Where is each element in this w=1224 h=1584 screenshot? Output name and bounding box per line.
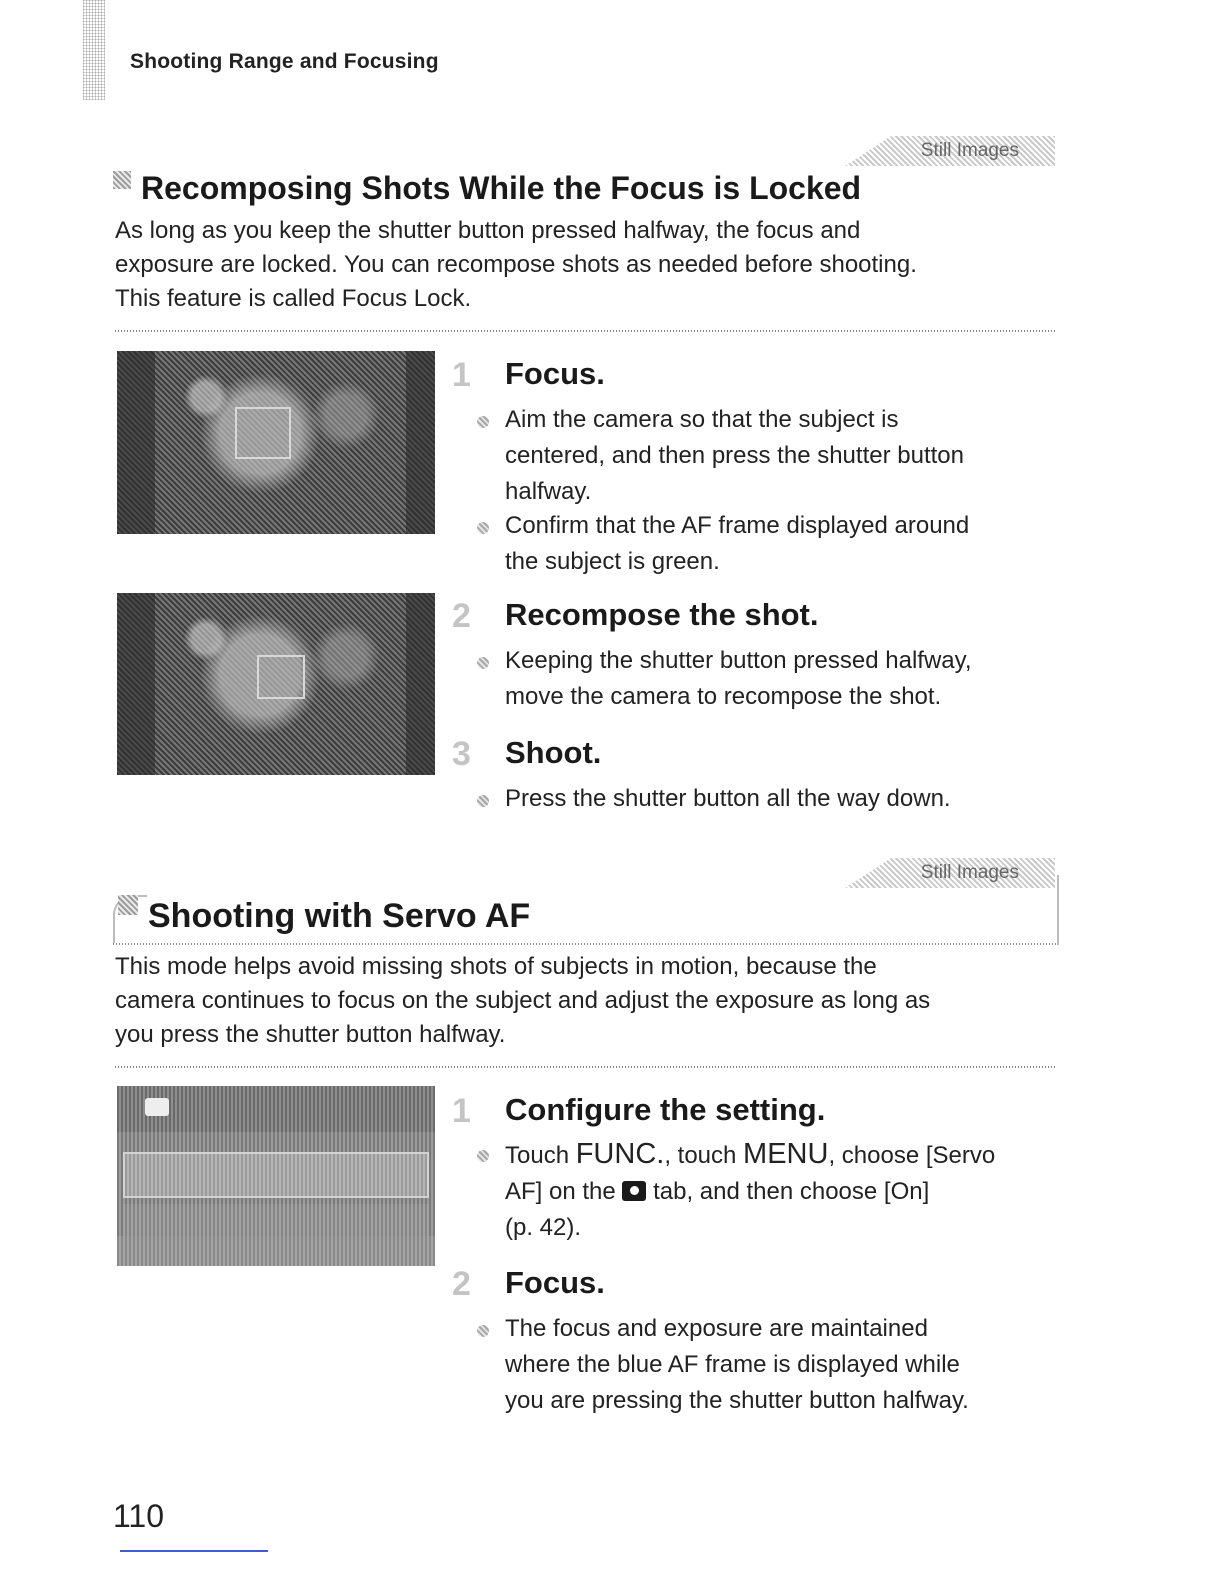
page-number: 110 bbox=[113, 1498, 165, 1534]
step-bullet-text: The focus and exposure are maintained where the blue AF frame is displayed while you are pressing the shutter button halfway. bbox=[505, 1315, 969, 1414]
step-title: Shoot. bbox=[505, 735, 602, 770]
step-number: 2 bbox=[452, 597, 471, 635]
bullet-icon bbox=[477, 1325, 489, 1337]
step-bullet-text: Aim the camera so that the subject is centered, and then press the shutter button halfway. bbox=[505, 406, 964, 505]
step-title: Focus. bbox=[505, 356, 605, 391]
step-number: 2 bbox=[452, 1265, 471, 1303]
recompose-screenshot-image bbox=[117, 593, 435, 775]
section-square-icon bbox=[118, 895, 138, 915]
section-square-icon bbox=[113, 171, 131, 189]
dotted-divider bbox=[115, 1066, 1057, 1068]
camera-tab-icon bbox=[622, 1181, 646, 1201]
focus-screenshot-image bbox=[117, 351, 435, 534]
bullet-icon bbox=[477, 657, 489, 669]
edge-tab-marker bbox=[83, 0, 105, 100]
dotted-divider bbox=[115, 330, 1057, 332]
bullet-icon bbox=[477, 795, 489, 807]
step-bullet-text: Touch FUNC., touch MENU, choose [Servo AF] on the tab, and then choose [On] (p. 42). bbox=[505, 1138, 996, 1241]
step-number: 1 bbox=[452, 1092, 471, 1130]
step-bullet-text: Keeping the shutter button pressed halfway, move the camera to recompose the shot. bbox=[505, 647, 972, 710]
intro-paragraph: This mode helps avoid missing shots of subjects in motion, because the camera continues to focus on the subject and adjust the exposure as long as you press the shutter button halfway. bbox=[115, 953, 931, 1048]
running-head: Shooting Range and Focusing bbox=[130, 50, 439, 73]
bullet-icon bbox=[477, 522, 489, 534]
step-title: Recompose the shot. bbox=[505, 597, 819, 632]
intro-paragraph: As long as you keep the shutter button pressed halfway, the focus and exposure are locked. You can recompose shots as needed before shooting. This feature is called Focus Lock. bbox=[115, 217, 917, 312]
step-title: Configure the setting. bbox=[505, 1092, 826, 1127]
bullet-icon bbox=[477, 416, 489, 428]
section-title-servo-af: Shooting with Servo AF bbox=[118, 895, 530, 936]
camera-tab-icon bbox=[145, 1098, 169, 1116]
menu-button-label: MENU bbox=[743, 1138, 829, 1170]
step-title: Focus. bbox=[505, 1265, 605, 1300]
page-underline-link[interactable] bbox=[120, 1550, 268, 1552]
still-images-badge: Still Images bbox=[845, 858, 1055, 888]
step-number: 3 bbox=[452, 735, 471, 773]
menu-screenshot-image bbox=[117, 1086, 435, 1266]
step-number: 1 bbox=[452, 356, 471, 394]
step-bullet-text: Press the shutter button all the way down. bbox=[505, 785, 951, 812]
step-bullet-text: Confirm that the AF frame displayed around the subject is green. bbox=[505, 512, 970, 575]
section-title-focus-lock: Recomposing Shots While the Focus is Locked bbox=[113, 170, 861, 207]
still-images-badge: Still Images bbox=[845, 136, 1055, 166]
bullet-icon bbox=[477, 1150, 489, 1162]
func-button-label: FUNC. bbox=[575, 1138, 665, 1170]
